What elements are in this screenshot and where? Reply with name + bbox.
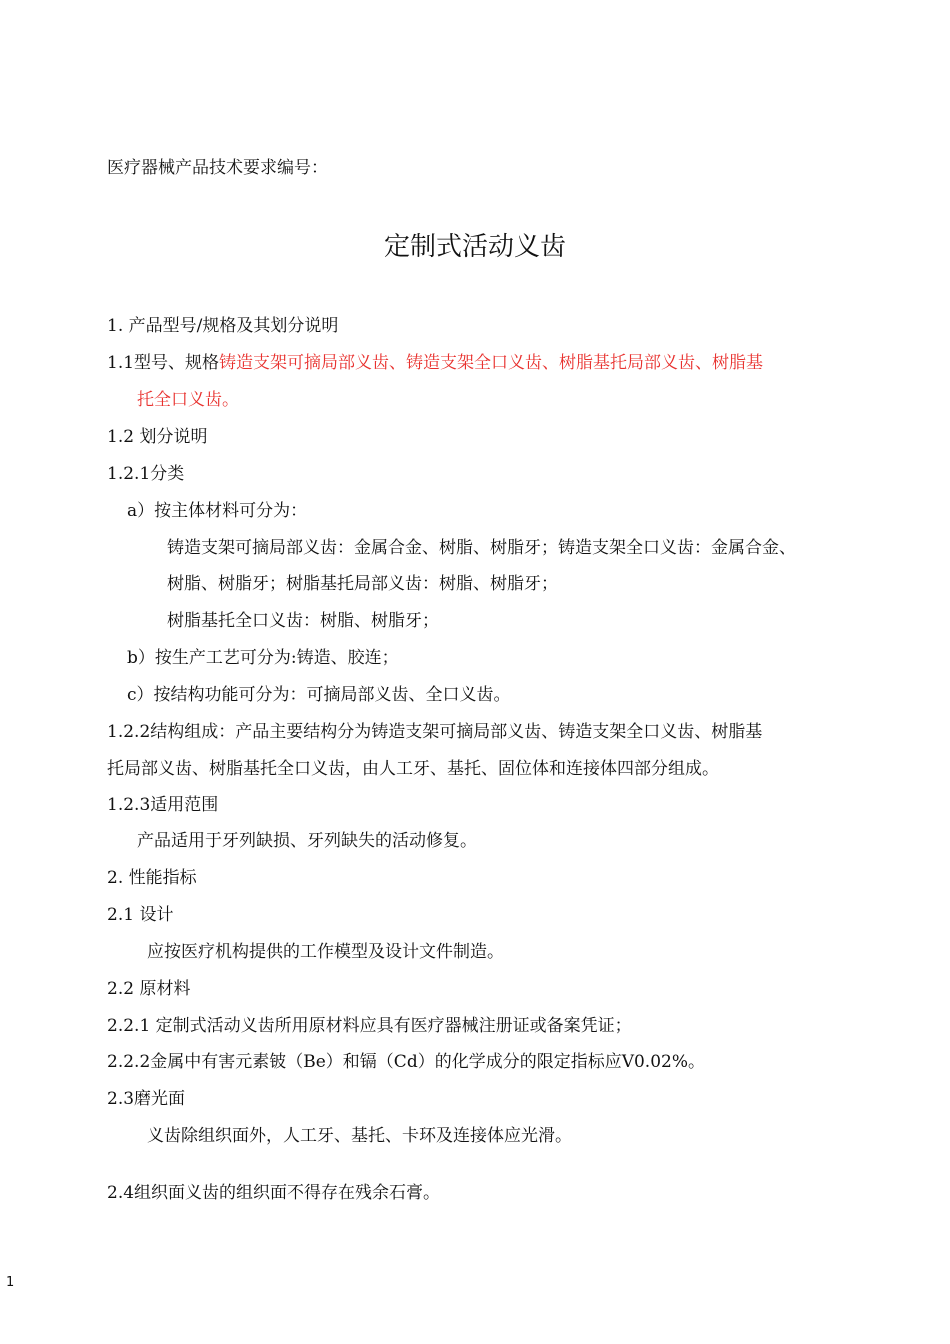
- paragraph-line: 应按医疗机构提供的工作模型及设计文件制造。: [147, 942, 504, 962]
- paragraph-line: 1.2.2结构组成：产品主要结构分为铸造支架可摘局部义齿、铸造支架全口义齿、树脂基: [107, 722, 763, 742]
- subsection-heading: 2.3磨光面: [107, 1089, 186, 1109]
- paragraph-line: 托局部义齿、树脂基托全口义齿，由人工牙、基托、固位体和连接体四部分组成。: [107, 759, 719, 779]
- doc-number-label: 医疗器械产品技术要求编号：: [107, 158, 328, 178]
- model-spec-prefix: 1.1型号、规格: [107, 353, 220, 373]
- paragraph-line: 义齿除组织面外，人工牙、基托、卡环及连接体应光滑。: [147, 1126, 572, 1146]
- model-spec-values-continued: 托全口义齿。: [137, 390, 239, 410]
- paragraph-line: 2.4组织面义齿的组织面不得存在残余石膏。: [107, 1183, 441, 1203]
- document-title: 定制式活动义齿: [383, 232, 566, 262]
- section-heading: 1. 产品型号/规格及其划分说明: [107, 316, 339, 336]
- list-label: c）按结构功能可分为：可摘局部义齿、全口义齿。: [127, 685, 511, 705]
- section-heading: 2. 性能指标: [107, 868, 197, 888]
- paragraph-line: 树脂基托全口义齿：树脂、树脂牙；: [167, 611, 439, 631]
- subsection-heading: 1.2.1分类: [107, 464, 185, 484]
- paragraph-line: 产品适用于牙列缺损、牙列缺失的活动修复。: [137, 831, 477, 851]
- model-spec-values: 铸造支架可摘局部义齿、铸造支架全口义齿、树脂基托局部义齿、树脂基: [219, 353, 764, 373]
- paragraph-line: 2.2.2金属中有害元素铍（Be）和镉（Cd）的化学成分的限定指标应V0.02%。: [107, 1052, 705, 1072]
- paragraph-line: 铸造支架可摘局部义齿：金属合金、树脂、树脂牙；铸造支架全口义齿：金属合金、: [167, 538, 796, 558]
- subsection-heading: 2.2 原材料: [107, 979, 191, 999]
- model-spec-line: [107, 352, 763, 374]
- paragraph-line: 2.2.1 定制式活动义齿所用原材料应具有医疗器械注册证或备案凭证；: [107, 1016, 632, 1036]
- page-number: 1: [6, 1275, 15, 1290]
- subsection-heading: 2.1 设计: [107, 905, 174, 925]
- list-label: b）按生产工艺可分为:铸造、胶连；: [127, 648, 399, 668]
- subsection-heading: 1.2 划分说明: [107, 427, 208, 447]
- subsection-heading: 1.2.3适用范围: [107, 795, 219, 815]
- paragraph-line: 树脂、树脂牙；树脂基托局部义齿：树脂、树脂牙；: [167, 574, 558, 594]
- list-label: a）按主体材料可分为：: [127, 501, 308, 521]
